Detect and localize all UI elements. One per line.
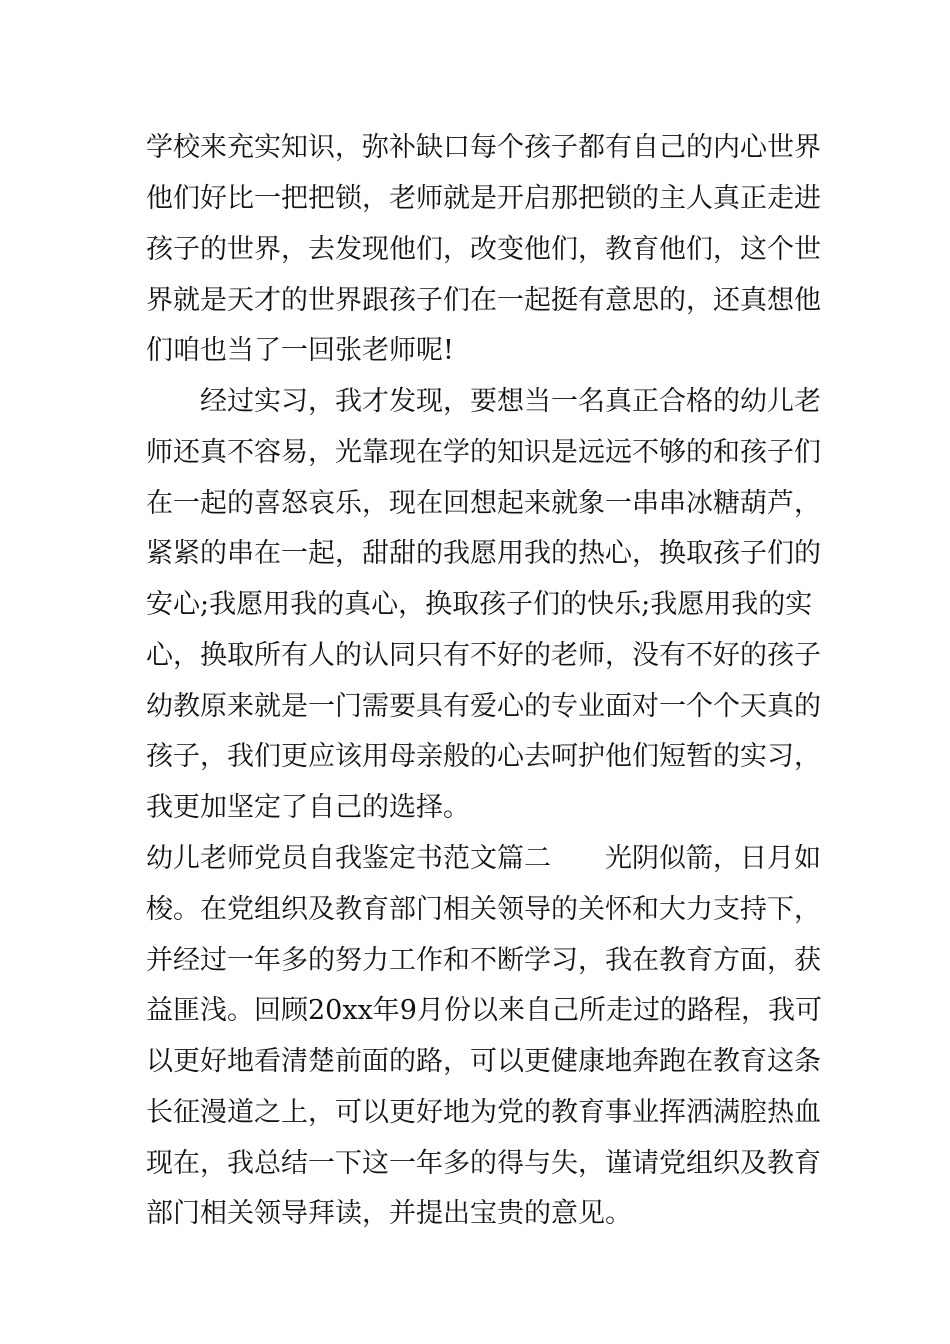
text-line: 以更好地看清楚前面的路，可以更健康地奔跑在教育这条 [146, 1046, 821, 1077]
text-line: 现在，我总结一下这一年多的得与失，谨请党组织及教育 [146, 1148, 821, 1179]
text-line: 界就是天才的世界跟孩子们在一起挺有意思的，还真想他 [146, 285, 821, 316]
section-heading-line: 幼儿老师党员自我鉴定书范文篇二 光阴似箭，日月如 [146, 843, 821, 874]
text-line: 梭。在党组织及教育部门相关领导的关怀和大力支持下， [146, 894, 821, 925]
text-line: 经过实习，我才发现，要想当一名真正合格的幼儿老 [146, 386, 821, 417]
text-line: 紧紧的串在一起，甜甜的我愿用我的热心，换取孩子们的 [146, 538, 821, 569]
text-line: 们咱也当了一回张老师呢! [146, 335, 454, 366]
text-line: 心，换取所有人的认同只有不好的老师，没有不好的孩子 [146, 640, 821, 671]
text-line: 孩子，我们更应该用母亲般的心去呵护他们短暂的实习， [146, 741, 821, 772]
text-line: 我更加坚定了自己的选择。 [146, 792, 470, 823]
text-line: 长征漫道之上，可以更好地为党的教育事业挥洒满腔热血 [146, 1097, 821, 1128]
text-line: 孩子的世界，去发现他们，改变他们，教育他们，这个世 [146, 234, 821, 265]
text-line: 并经过一年多的努力工作和不断学习，我在教育方面，获 [146, 945, 821, 976]
text-line: 师还真不容易，光靠现在学的知识是远远不够的和孩子们 [146, 437, 821, 468]
text-line: 安心;我愿用我的真心，换取孩子们的快乐;我愿用我的实 [146, 589, 813, 620]
text-line: 他们好比一把把锁，老师就是开启那把锁的主人真正走进 [146, 183, 821, 214]
text-line: 益匪浅。回顾20xx年9月份以来自己所走过的路程，我可 [146, 995, 822, 1026]
text-line: 学校来充实知识，弥补缺口每个孩子都有自己的内心世界 [146, 132, 821, 163]
text-line: 在一起的喜怒哀乐，现在回想起来就象一串串冰糖葫芦， [146, 488, 821, 519]
text-line: 部门相关领导拜读，并提出宝贵的意见。 [146, 1198, 632, 1229]
text-line: 幼教原来就是一门需要具有爱心的专业面对一个个天真的 [146, 691, 821, 722]
